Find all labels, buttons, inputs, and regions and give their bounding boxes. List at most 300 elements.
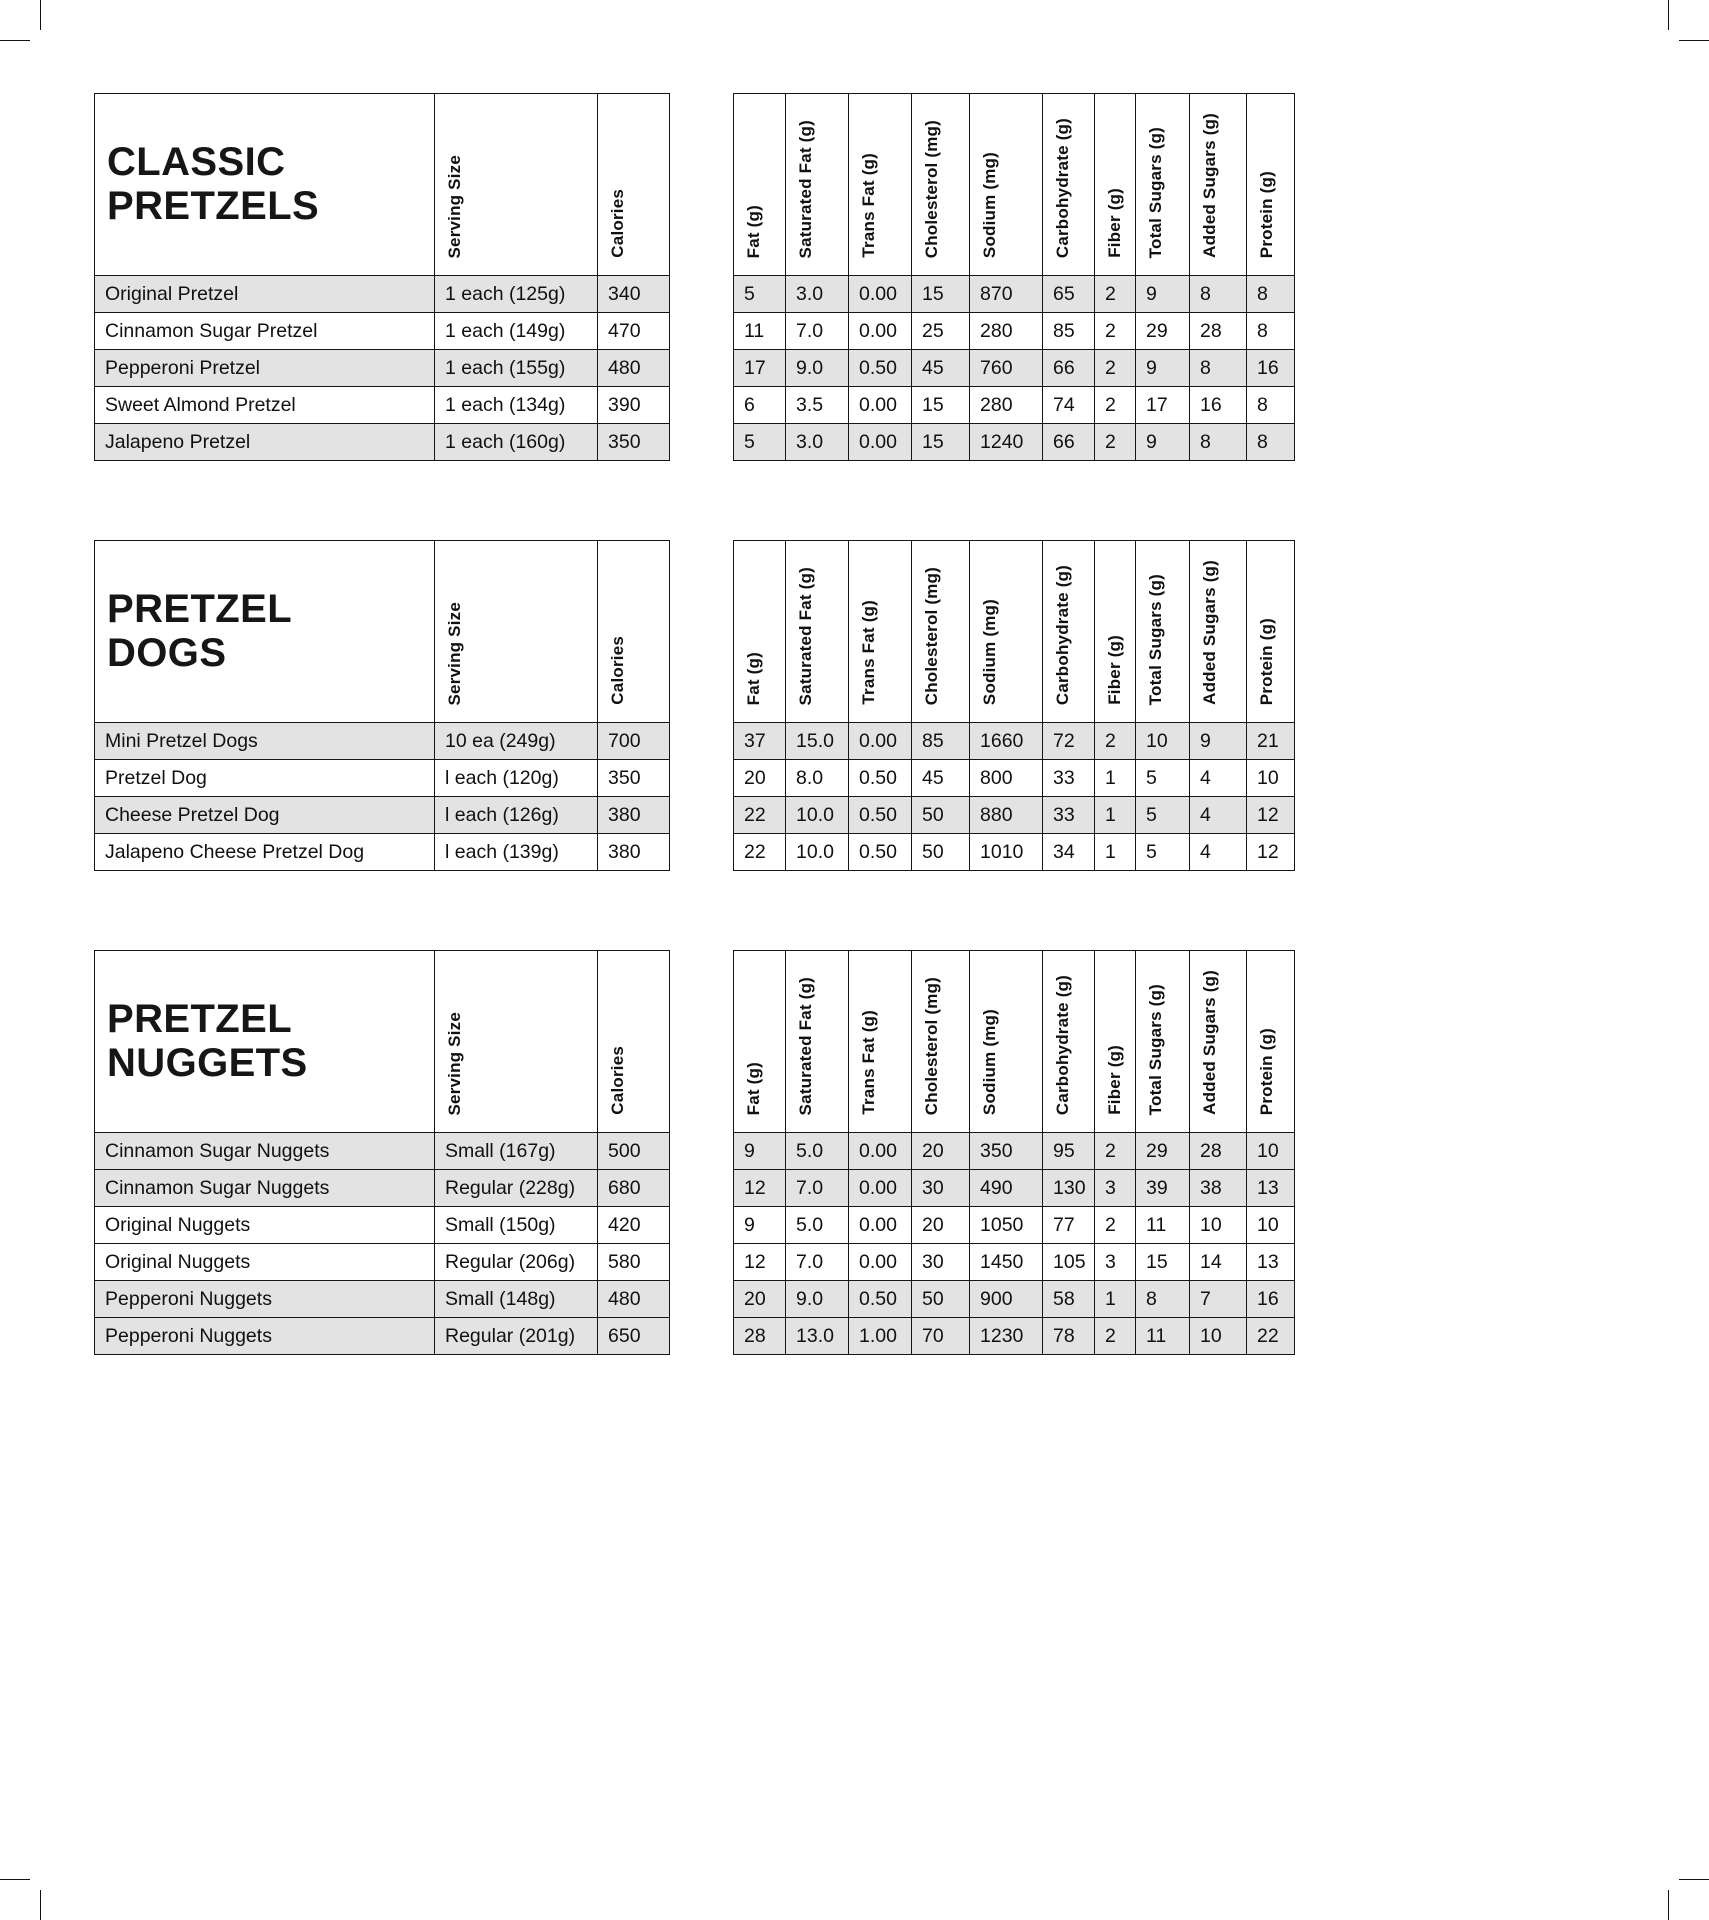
nutrition-value-cell: 1 bbox=[1095, 797, 1136, 834]
column-header-label: Added Sugars (g) bbox=[1200, 560, 1219, 705]
column-header-label: Trans Fat (g) bbox=[859, 600, 878, 705]
nutrition-value-cell: 16 bbox=[1247, 350, 1295, 387]
nutrition-value-cell: 8 bbox=[1247, 424, 1295, 461]
nutrition-table-pretzel-nuggets bbox=[733, 950, 1295, 1355]
nutrition-value-cell: 2 bbox=[1095, 1207, 1136, 1244]
nutrition-value-cell: 1450 bbox=[970, 1244, 1043, 1281]
nutrition-value-cell: 0.50 bbox=[849, 834, 912, 871]
section-classic-pretzels bbox=[94, 93, 1295, 461]
item-name-cell: Original Pretzel bbox=[95, 276, 435, 313]
column-header-label: Carbohydrate (g) bbox=[1053, 117, 1072, 258]
serving-size-cell: 10 ea (249g) bbox=[435, 723, 598, 760]
nutrition-value-cell: 1660 bbox=[970, 723, 1043, 760]
nutrition-value-cell: 66 bbox=[1043, 424, 1095, 461]
item-name-cell: Mini Pretzel Dogs bbox=[95, 723, 435, 760]
item-name-cell: Cinnamon Sugar Pretzel bbox=[95, 313, 435, 350]
nutrition-value-cell: 350 bbox=[970, 1133, 1043, 1170]
column-header-label: Added Sugars (g) bbox=[1200, 113, 1219, 258]
nutrition-value-cell: 15 bbox=[912, 387, 970, 424]
serving-size-cell: 1 each (155g) bbox=[435, 350, 598, 387]
column-header-serving-size bbox=[435, 94, 598, 276]
header-row bbox=[734, 541, 1295, 723]
header-row bbox=[95, 94, 670, 276]
nutrition-value-cell: 0.00 bbox=[849, 424, 912, 461]
column-header-label: Sodium (mg) bbox=[980, 598, 999, 705]
nutrition-value-cell: 28 bbox=[1190, 313, 1247, 350]
nutrition-value-cell: 105 bbox=[1043, 1244, 1095, 1281]
serving-size-cell: Small (150g) bbox=[435, 1207, 598, 1244]
nutrition-value-cell: 280 bbox=[970, 313, 1043, 350]
nutrition-value-cell: 66 bbox=[1043, 350, 1095, 387]
column-header-label: Fiber (g) bbox=[1105, 635, 1124, 705]
column-header-nutrient bbox=[1095, 541, 1136, 723]
nutrition-value-cell: 2 bbox=[1095, 1318, 1136, 1355]
nutrition-value-cell: 72 bbox=[1043, 723, 1095, 760]
nutrition-value-cell: 0.00 bbox=[849, 387, 912, 424]
calories-cell: 470 bbox=[598, 313, 670, 350]
nutrition-value-cell: 21 bbox=[1247, 723, 1295, 760]
section-title-cell bbox=[95, 541, 435, 723]
nutrition-value-cell: 17 bbox=[734, 350, 786, 387]
nutrition-value-cell: 38 bbox=[1190, 1170, 1247, 1207]
column-header-nutrient bbox=[912, 951, 970, 1133]
column-header-label: Cholesterol (mg) bbox=[922, 566, 941, 705]
calories-cell: 380 bbox=[598, 797, 670, 834]
serving-size-cell: l each (139g) bbox=[435, 834, 598, 871]
nutrition-value-cell: 10 bbox=[1190, 1318, 1247, 1355]
item-name-cell: Original Nuggets bbox=[95, 1244, 435, 1281]
column-header-calories bbox=[598, 94, 670, 276]
nutrition-value-cell: 9 bbox=[734, 1133, 786, 1170]
crop-mark bbox=[40, 0, 41, 30]
nutrition-row bbox=[734, 834, 1295, 871]
nutrition-value-cell: 1.00 bbox=[849, 1318, 912, 1355]
calories-cell: 420 bbox=[598, 1207, 670, 1244]
column-header-nutrient bbox=[912, 541, 970, 723]
column-header-serving-size bbox=[435, 541, 598, 723]
nutrition-value-cell: 0.50 bbox=[849, 1281, 912, 1318]
nutrition-row bbox=[734, 387, 1295, 424]
calories-cell: 580 bbox=[598, 1244, 670, 1281]
nutrition-value-cell: 4 bbox=[1190, 760, 1247, 797]
item-row bbox=[95, 797, 670, 834]
nutrition-value-cell: 37 bbox=[734, 723, 786, 760]
nutrition-value-cell: 280 bbox=[970, 387, 1043, 424]
nutrition-value-cell: 22 bbox=[734, 797, 786, 834]
column-header-label: Saturated Fat (g) bbox=[796, 119, 815, 258]
column-header-nutrient bbox=[849, 951, 912, 1133]
nutrition-value-cell: 39 bbox=[1136, 1170, 1190, 1207]
nutrition-value-cell: 34 bbox=[1043, 834, 1095, 871]
column-header-label: Serving Size bbox=[445, 1011, 464, 1115]
nutrition-value-cell: 28 bbox=[734, 1318, 786, 1355]
column-header-nutrient bbox=[970, 94, 1043, 276]
calories-cell: 500 bbox=[598, 1133, 670, 1170]
nutrition-value-cell: 760 bbox=[970, 350, 1043, 387]
calories-cell: 340 bbox=[598, 276, 670, 313]
nutrition-value-cell: 13 bbox=[1247, 1170, 1295, 1207]
nutrition-value-cell: 20 bbox=[734, 760, 786, 797]
nutrition-value-cell: 10 bbox=[1190, 1207, 1247, 1244]
calories-cell: 480 bbox=[598, 1281, 670, 1318]
nutrition-value-cell: 8 bbox=[1247, 387, 1295, 424]
items-table-classic-pretzels bbox=[94, 93, 670, 461]
item-row bbox=[95, 313, 670, 350]
nutrition-value-cell: 13 bbox=[1247, 1244, 1295, 1281]
item-row bbox=[95, 1281, 670, 1318]
nutrition-table-classic-pretzels bbox=[733, 93, 1295, 461]
nutrition-value-cell: 2 bbox=[1095, 313, 1136, 350]
nutrition-value-cell: 2 bbox=[1095, 350, 1136, 387]
column-header-label: Fiber (g) bbox=[1105, 188, 1124, 258]
section-title: CLASSIC PRETZELS bbox=[107, 140, 320, 228]
header-row bbox=[734, 951, 1295, 1133]
nutrition-value-cell: 1 bbox=[1095, 1281, 1136, 1318]
nutrition-value-cell: 58 bbox=[1043, 1281, 1095, 1318]
nutrition-row bbox=[734, 313, 1295, 350]
nutrition-value-cell: 30 bbox=[912, 1170, 970, 1207]
nutrition-value-cell: 3.0 bbox=[786, 276, 849, 313]
nutrition-value-cell: 7.0 bbox=[786, 1244, 849, 1281]
nutrition-value-cell: 9 bbox=[1136, 276, 1190, 313]
nutrition-value-cell: 0.50 bbox=[849, 350, 912, 387]
column-header-nutrient bbox=[1190, 951, 1247, 1133]
column-header-nutrient bbox=[1247, 94, 1295, 276]
column-header-label: Trans Fat (g) bbox=[859, 1010, 878, 1115]
nutrition-value-cell: 490 bbox=[970, 1170, 1043, 1207]
nutrition-value-cell: 4 bbox=[1190, 797, 1247, 834]
calories-cell: 380 bbox=[598, 834, 670, 871]
nutrition-value-cell: 9 bbox=[734, 1207, 786, 1244]
nutrition-value-cell: 6 bbox=[734, 387, 786, 424]
nutrition-value-cell: 0.00 bbox=[849, 1244, 912, 1281]
nutrition-value-cell: 8.0 bbox=[786, 760, 849, 797]
header-row bbox=[95, 951, 670, 1133]
nutrition-value-cell: 16 bbox=[1247, 1281, 1295, 1318]
calories-cell: 650 bbox=[598, 1318, 670, 1355]
nutrition-value-cell: 9.0 bbox=[786, 1281, 849, 1318]
column-header-label: Serving Size bbox=[445, 601, 464, 705]
item-name-cell: Cinnamon Sugar Nuggets bbox=[95, 1133, 435, 1170]
nutrition-value-cell: 14 bbox=[1190, 1244, 1247, 1281]
nutrition-value-cell: 13.0 bbox=[786, 1318, 849, 1355]
item-name-cell: Pretzel Dog bbox=[95, 760, 435, 797]
nutrition-value-cell: 11 bbox=[734, 313, 786, 350]
column-header-label: Fiber (g) bbox=[1105, 1045, 1124, 1115]
nutrition-value-cell: 5.0 bbox=[786, 1207, 849, 1244]
section-title-cell bbox=[95, 951, 435, 1133]
nutrition-value-cell: 45 bbox=[912, 350, 970, 387]
nutrition-value-cell: 800 bbox=[970, 760, 1043, 797]
nutrition-value-cell: 10 bbox=[1136, 723, 1190, 760]
column-header-label: Sodium (mg) bbox=[980, 151, 999, 258]
sections-container bbox=[94, 93, 1295, 1434]
nutrition-value-cell: 8 bbox=[1190, 424, 1247, 461]
nutrition-value-cell: 2 bbox=[1095, 424, 1136, 461]
nutrition-value-cell: 20 bbox=[912, 1133, 970, 1170]
nutrition-value-cell: 50 bbox=[912, 834, 970, 871]
nutrition-value-cell: 3.0 bbox=[786, 424, 849, 461]
nutrition-row bbox=[734, 350, 1295, 387]
serving-size-cell: Small (167g) bbox=[435, 1133, 598, 1170]
nutrition-value-cell: 900 bbox=[970, 1281, 1043, 1318]
column-header-label: Calories bbox=[608, 636, 627, 705]
serving-size-cell: l each (126g) bbox=[435, 797, 598, 834]
item-name-cell: Cinnamon Sugar Nuggets bbox=[95, 1170, 435, 1207]
nutrition-value-cell: 33 bbox=[1043, 760, 1095, 797]
item-row bbox=[95, 424, 670, 461]
item-row bbox=[95, 834, 670, 871]
serving-size-cell: 1 each (134g) bbox=[435, 387, 598, 424]
item-row bbox=[95, 723, 670, 760]
nutrition-value-cell: 880 bbox=[970, 797, 1043, 834]
header-row bbox=[734, 94, 1295, 276]
crop-mark bbox=[1679, 1879, 1709, 1880]
item-name-cell: Jalapeno Cheese Pretzel Dog bbox=[95, 834, 435, 871]
column-header-nutrient bbox=[734, 951, 786, 1133]
column-header-nutrient bbox=[970, 541, 1043, 723]
nutrition-value-cell: 0.00 bbox=[849, 1170, 912, 1207]
nutrition-value-cell: 74 bbox=[1043, 387, 1095, 424]
column-header-nutrient bbox=[786, 951, 849, 1133]
item-row bbox=[95, 760, 670, 797]
column-header-label: Cholesterol (mg) bbox=[922, 976, 941, 1115]
column-header-label: Calories bbox=[608, 1046, 627, 1115]
column-header-label: Carbohydrate (g) bbox=[1053, 974, 1072, 1115]
nutrition-value-cell: 12 bbox=[734, 1170, 786, 1207]
section-title: PRETZEL NUGGETS bbox=[107, 997, 308, 1085]
nutrition-value-cell: 0.50 bbox=[849, 760, 912, 797]
column-header-label: Total Sugars (g) bbox=[1146, 126, 1165, 258]
column-header-nutrient bbox=[734, 541, 786, 723]
crop-mark bbox=[0, 40, 30, 41]
nutrition-value-cell: 5.0 bbox=[786, 1133, 849, 1170]
section-pretzel-dogs bbox=[94, 540, 1295, 871]
nutrition-value-cell: 3.5 bbox=[786, 387, 849, 424]
serving-size-cell: Regular (206g) bbox=[435, 1244, 598, 1281]
nutrition-value-cell: 12 bbox=[1247, 797, 1295, 834]
item-row bbox=[95, 350, 670, 387]
nutrition-value-cell: 30 bbox=[912, 1244, 970, 1281]
calories-cell: 680 bbox=[598, 1170, 670, 1207]
nutrition-row bbox=[734, 797, 1295, 834]
column-header-nutrient bbox=[849, 94, 912, 276]
nutrition-value-cell: 17 bbox=[1136, 387, 1190, 424]
nutrition-value-cell: 25 bbox=[912, 313, 970, 350]
nutrition-value-cell: 1 bbox=[1095, 834, 1136, 871]
item-name-cell: Pepperoni Pretzel bbox=[95, 350, 435, 387]
serving-size-cell: l each (120g) bbox=[435, 760, 598, 797]
section-title: PRETZEL DOGS bbox=[107, 587, 293, 675]
nutrition-value-cell: 0.00 bbox=[849, 276, 912, 313]
item-name-cell: Pepperoni Nuggets bbox=[95, 1281, 435, 1318]
nutrition-value-cell: 10 bbox=[1247, 1207, 1295, 1244]
nutrition-value-cell: 22 bbox=[734, 834, 786, 871]
nutrition-value-cell: 8 bbox=[1190, 276, 1247, 313]
column-header-calories bbox=[598, 951, 670, 1133]
nutrition-value-cell: 45 bbox=[912, 760, 970, 797]
nutrition-value-cell: 78 bbox=[1043, 1318, 1095, 1355]
nutrition-value-cell: 8 bbox=[1247, 276, 1295, 313]
item-row bbox=[95, 1318, 670, 1355]
column-header-label: Protein (g) bbox=[1257, 1027, 1276, 1115]
column-header-label: Calories bbox=[608, 189, 627, 258]
nutrition-value-cell: 2 bbox=[1095, 387, 1136, 424]
header-row bbox=[95, 541, 670, 723]
nutrition-value-cell: 3 bbox=[1095, 1244, 1136, 1281]
nutrition-value-cell: 16 bbox=[1190, 387, 1247, 424]
nutrition-value-cell: 10 bbox=[1247, 1133, 1295, 1170]
item-name-cell: Original Nuggets bbox=[95, 1207, 435, 1244]
item-row bbox=[95, 1207, 670, 1244]
nutrition-value-cell: 20 bbox=[912, 1207, 970, 1244]
nutrition-value-cell: 1 bbox=[1095, 760, 1136, 797]
nutrition-value-cell: 7.0 bbox=[786, 313, 849, 350]
nutrition-value-cell: 5 bbox=[734, 424, 786, 461]
column-header-label: Protein (g) bbox=[1257, 170, 1276, 258]
crop-mark bbox=[1679, 40, 1709, 41]
item-row bbox=[95, 1244, 670, 1281]
nutrition-value-cell: 1010 bbox=[970, 834, 1043, 871]
nutrition-value-cell: 50 bbox=[912, 797, 970, 834]
nutrition-row bbox=[734, 424, 1295, 461]
calories-cell: 700 bbox=[598, 723, 670, 760]
column-header-nutrient bbox=[1136, 541, 1190, 723]
section-pretzel-nuggets bbox=[94, 950, 1295, 1355]
nutrition-row bbox=[734, 1133, 1295, 1170]
column-header-nutrient bbox=[1095, 951, 1136, 1133]
nutrition-value-cell: 0.00 bbox=[849, 723, 912, 760]
column-header-label: Fat (g) bbox=[744, 651, 763, 705]
nutrition-value-cell: 9 bbox=[1190, 723, 1247, 760]
nutrition-value-cell: 15 bbox=[1136, 1244, 1190, 1281]
nutrition-value-cell: 2 bbox=[1095, 723, 1136, 760]
nutrition-value-cell: 2 bbox=[1095, 276, 1136, 313]
crop-mark bbox=[40, 1890, 41, 1920]
nutrition-value-cell: 0.50 bbox=[849, 797, 912, 834]
column-header-label: Fat (g) bbox=[744, 1061, 763, 1115]
nutrition-row bbox=[734, 760, 1295, 797]
nutrition-value-cell: 77 bbox=[1043, 1207, 1095, 1244]
nutrition-value-cell: 50 bbox=[912, 1281, 970, 1318]
serving-size-cell: 1 each (160g) bbox=[435, 424, 598, 461]
nutrition-value-cell: 8 bbox=[1247, 313, 1295, 350]
serving-size-cell: 1 each (149g) bbox=[435, 313, 598, 350]
serving-size-cell: Small (148g) bbox=[435, 1281, 598, 1318]
crop-mark bbox=[0, 1879, 30, 1880]
column-header-nutrient bbox=[1043, 541, 1095, 723]
nutrition-row bbox=[734, 1244, 1295, 1281]
nutrition-value-cell: 10 bbox=[1247, 760, 1295, 797]
nutrition-value-cell: 15 bbox=[912, 276, 970, 313]
column-header-nutrient bbox=[734, 94, 786, 276]
nutrition-value-cell: 0.00 bbox=[849, 313, 912, 350]
item-row bbox=[95, 276, 670, 313]
nutrition-value-cell: 15.0 bbox=[786, 723, 849, 760]
nutrition-value-cell: 10.0 bbox=[786, 797, 849, 834]
nutrition-value-cell: 8 bbox=[1190, 350, 1247, 387]
column-header-nutrient bbox=[786, 541, 849, 723]
column-header-serving-size bbox=[435, 951, 598, 1133]
column-header-nutrient bbox=[1190, 94, 1247, 276]
nutrition-row bbox=[734, 1170, 1295, 1207]
section-title-cell bbox=[95, 94, 435, 276]
nutrition-value-cell: 29 bbox=[1136, 313, 1190, 350]
nutrition-value-cell: 1050 bbox=[970, 1207, 1043, 1244]
nutrition-value-cell: 0.00 bbox=[849, 1207, 912, 1244]
column-header-nutrient bbox=[970, 951, 1043, 1133]
column-header-label: Total Sugars (g) bbox=[1146, 983, 1165, 1115]
column-header-nutrient bbox=[786, 94, 849, 276]
nutrition-row bbox=[734, 1318, 1295, 1355]
column-header-nutrient bbox=[1247, 541, 1295, 723]
nutrition-value-cell: 7.0 bbox=[786, 1170, 849, 1207]
calories-cell: 480 bbox=[598, 350, 670, 387]
column-header-nutrient bbox=[1136, 94, 1190, 276]
item-row bbox=[95, 1170, 670, 1207]
nutrition-value-cell: 20 bbox=[734, 1281, 786, 1318]
nutrition-value-cell: 9.0 bbox=[786, 350, 849, 387]
column-header-nutrient bbox=[1043, 951, 1095, 1133]
item-name-cell: Pepperoni Nuggets bbox=[95, 1318, 435, 1355]
calories-cell: 350 bbox=[598, 760, 670, 797]
nutrition-value-cell: 85 bbox=[1043, 313, 1095, 350]
serving-size-cell: Regular (228g) bbox=[435, 1170, 598, 1207]
column-header-label: Cholesterol (mg) bbox=[922, 119, 941, 258]
nutrition-value-cell: 9 bbox=[1136, 424, 1190, 461]
nutrition-value-cell: 8 bbox=[1136, 1281, 1190, 1318]
column-header-label: Saturated Fat (g) bbox=[796, 976, 815, 1115]
column-header-nutrient bbox=[1247, 951, 1295, 1133]
nutrition-row bbox=[734, 1207, 1295, 1244]
nutrition-value-cell: 1240 bbox=[970, 424, 1043, 461]
nutrition-value-cell: 11 bbox=[1136, 1318, 1190, 1355]
nutrition-value-cell: 95 bbox=[1043, 1133, 1095, 1170]
column-header-label: Added Sugars (g) bbox=[1200, 970, 1219, 1115]
crop-mark bbox=[1668, 1890, 1669, 1920]
nutrition-value-cell: 5 bbox=[1136, 760, 1190, 797]
nutrition-value-cell: 70 bbox=[912, 1318, 970, 1355]
nutrition-value-cell: 10.0 bbox=[786, 834, 849, 871]
nutrition-value-cell: 33 bbox=[1043, 797, 1095, 834]
column-header-nutrient bbox=[912, 94, 970, 276]
nutrition-value-cell: 85 bbox=[912, 723, 970, 760]
column-header-label: Serving Size bbox=[445, 154, 464, 258]
item-row bbox=[95, 387, 670, 424]
serving-size-cell: 1 each (125g) bbox=[435, 276, 598, 313]
column-header-nutrient bbox=[849, 541, 912, 723]
nutrition-value-cell: 5 bbox=[1136, 797, 1190, 834]
nutrition-value-cell: 4 bbox=[1190, 834, 1247, 871]
nutrition-value-cell: 11 bbox=[1136, 1207, 1190, 1244]
item-name-cell: Sweet Almond Pretzel bbox=[95, 387, 435, 424]
items-table-pretzel-dogs bbox=[94, 540, 670, 871]
nutrition-table-pretzel-dogs bbox=[733, 540, 1295, 871]
nutrition-row bbox=[734, 1281, 1295, 1318]
column-header-label: Carbohydrate (g) bbox=[1053, 564, 1072, 705]
items-table-pretzel-nuggets bbox=[94, 950, 670, 1355]
item-name-cell: Jalapeno Pretzel bbox=[95, 424, 435, 461]
column-header-nutrient bbox=[1043, 94, 1095, 276]
calories-cell: 350 bbox=[598, 424, 670, 461]
column-header-label: Trans Fat (g) bbox=[859, 153, 878, 258]
nutrition-value-cell: 9 bbox=[1136, 350, 1190, 387]
nutrition-value-cell: 2 bbox=[1095, 1133, 1136, 1170]
nutrition-value-cell: 1230 bbox=[970, 1318, 1043, 1355]
column-header-nutrient bbox=[1136, 951, 1190, 1133]
column-header-nutrient bbox=[1190, 541, 1247, 723]
nutrition-value-cell: 12 bbox=[734, 1244, 786, 1281]
